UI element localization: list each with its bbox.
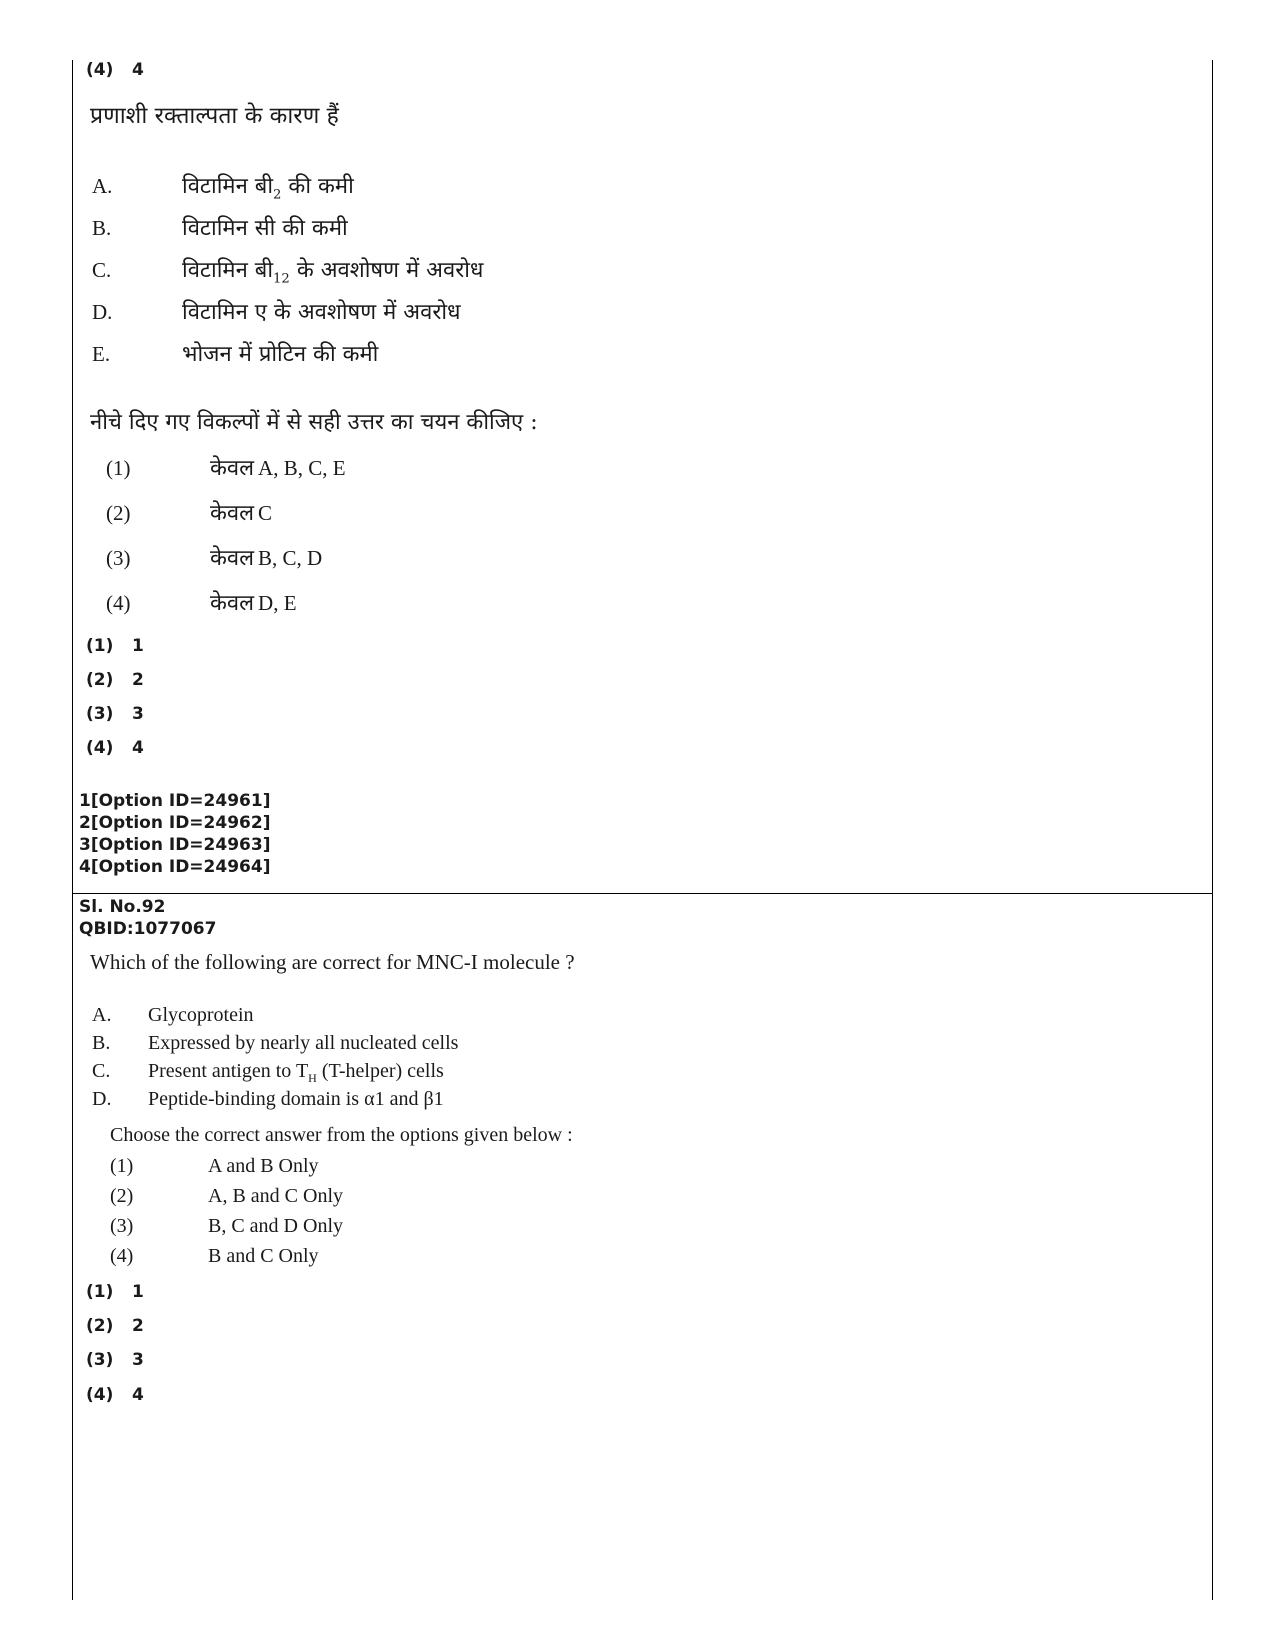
statement-c <box>92 254 483 286</box>
option-id-4: 4[Option ID=24964] <box>79 857 271 877</box>
statement-letter: E. <box>92 342 111 366</box>
choice-number: (2) <box>106 501 131 525</box>
choice-prefix: केवल <box>210 591 255 616</box>
question-stem-92: Which of the following are correct for MNC-I molecule ? <box>90 950 575 974</box>
statement-text: विटामिन ए के अवशोषण में अवरोध <box>182 300 461 325</box>
choice-text: D, E <box>258 591 297 615</box>
answer-option-1-92: (1) 1 <box>86 1282 144 1302</box>
choice-number: (4) <box>106 591 131 615</box>
option-id-3: 3[Option ID=24963] <box>79 835 271 855</box>
statement-d-92: D. Peptide-binding domain is α1 and β1 <box>92 1088 444 1110</box>
statement-letter: A. <box>92 174 113 198</box>
option-id-2: 2[Option ID=24962] <box>79 813 271 833</box>
statement-d <box>92 296 461 326</box>
qbid: QBID:1077067 <box>79 919 217 939</box>
choose-instruction: नीचे दिए गए विकल्पों में से सही उत्तर का चयन कीजिए : <box>90 410 538 435</box>
choice-3-92: (3) B, C and D Only <box>110 1215 343 1237</box>
statement-text: विटामिन सी की कमी <box>182 216 348 241</box>
statement-text: विटामिन $बी_2$ की कमी <box>182 174 354 203</box>
answer-value: 4 <box>132 60 144 80</box>
option-ids <box>79 790 270 878</box>
choice-prefix: केवल <box>210 501 255 526</box>
serial-number: Sl. No.92 <box>79 897 166 917</box>
choice-text: B, C, D <box>258 546 323 570</box>
statement-letter: D. <box>92 300 113 324</box>
option-id-1: 1[Option ID=24961] <box>79 791 271 811</box>
answer-option-4-92: (4) 4 <box>86 1385 144 1405</box>
statement-b <box>92 212 348 242</box>
choice-prefix: केवल <box>210 546 255 571</box>
answer-option-1: (1) 1 <box>86 636 144 656</box>
choice-1 <box>106 452 346 482</box>
choice-text: A, B, C, E <box>258 456 346 480</box>
statement-letter: B. <box>92 216 112 240</box>
choice-4 <box>106 587 297 617</box>
statement-text: विटामिन $बी_{12}$ के अवशोषण में अवरोध <box>182 258 484 287</box>
answer-option-2-92: (2) 2 <box>86 1316 144 1336</box>
answer-option-3: (3) 3 <box>86 704 144 724</box>
answer-option-3-92: (3) 3 <box>86 1350 144 1370</box>
choice-3 <box>106 542 322 572</box>
top-answer-option <box>86 60 144 80</box>
statement-e <box>92 338 378 368</box>
choice-number: (1) <box>106 456 131 480</box>
choice-4-92: (4) B and C Only <box>110 1245 319 1267</box>
answer-number: (4) <box>86 60 114 80</box>
question-divider <box>72 893 1213 894</box>
choice-2 <box>106 497 272 527</box>
statement-letter: C. <box>92 258 112 282</box>
answer-option-4: (4) 4 <box>86 738 144 758</box>
choice-text: C <box>258 501 273 525</box>
choose-instruction-92: Choose the correct answer from the options given below : <box>110 1124 573 1146</box>
statement-b-92: B. Expressed by nearly all nucleated cells <box>92 1032 459 1054</box>
choice-1-92: (1) A and B Only <box>110 1155 319 1177</box>
page-border-left <box>72 60 73 1600</box>
statement-c-92: C. Present antigen to $T_H$ (T-helper) cells <box>92 1060 444 1085</box>
page-border-right <box>1212 60 1213 1600</box>
choice-prefix: केवल <box>210 456 255 481</box>
statement-a <box>92 170 354 202</box>
choice-number: (3) <box>106 546 131 570</box>
statement-text: भोजन में प्रोटिन की कमी <box>182 342 379 367</box>
question-stem: प्रणाशी रक्ताल्पता के कारण हैं <box>90 103 339 129</box>
statement-a-92: A. Glycoprotein <box>92 1004 254 1026</box>
question-meta <box>79 896 216 940</box>
answer-option-2: (2) 2 <box>86 670 144 690</box>
choice-2-92: (2) A, B and C Only <box>110 1185 343 1207</box>
